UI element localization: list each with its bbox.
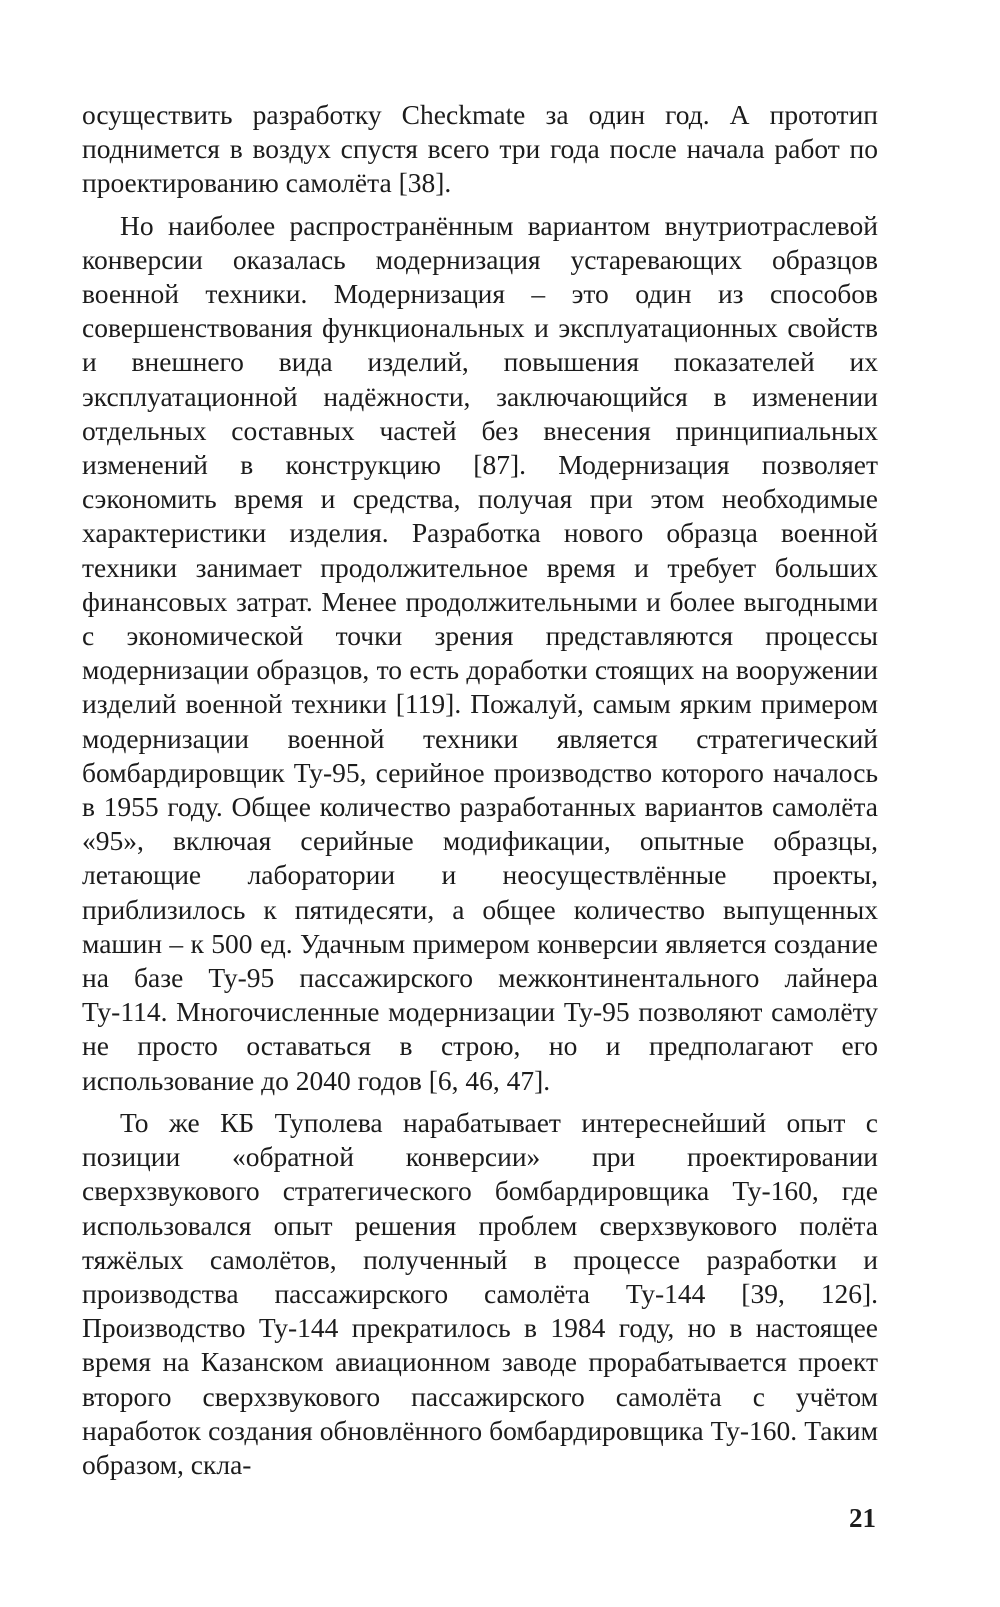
page-number: 21 xyxy=(849,1503,876,1533)
paragraph-3: То же КБ Туполева нарабатывает интереснейший опыт с позиции «обратной конверсии» при проектировании сверхзвукового стратегического бомбардировщика Ту-160, где использовался опыт решения проблем сверхзвукового полёта тяжёлых самолётов, полученный в процессе разработки и производства пассажирского самолёта Ту-144 [39, 126]. Производство Ту-144 прекратилось в 1984 году, но в настоящее время на Казанском авиационном заводе прорабатывается проект второго сверхзвукового пассажирского самолёта с учётом наработок создания обновлённого бомбардировщика Ту-160. Таким образом, скла- xyxy=(82,1106,878,1480)
paragraph-1: осуществить разработку Checkmate за один год. А прототип поднимется в воздух спустя всего три года после начала работ по проектированию самолёта [38]. xyxy=(82,99,878,199)
paragraph-2: Но наиболее распространённым вариантом внутриотраслевой конверсии оказалась модернизация устаревающих образцов военной техники. Модернизация – это один из способов совершенствования функциональных и эксплуатационных свойств и внешнего вида изделий, повышения показателей их эксплуатационной надёжности, заключающийся в изменении отдельных составных частей без внесения принципиальных изменений в конструкцию [87]. Модернизация позволяет сэкономить время и средства, получая при этом необходимые характеристики изделия. Разработка нового образца военной техники занимает продолжительное время и требует больших финансовых затрат. Менее продолжительными и более выгодными с экономической точки зрения представляются процессы модернизации образцов, то есть доработки стоящих на вооружении изделий военной техники [119]. Пожалуй, самым ярким примером модернизации военной техники является стратегический бомбардировщик Ту-95, серийное производство которого началось в 1955 году. Общее количество разработанных вариантов самолёта «95», включая серийные модификации, опытные образцы, летающие лаборатории и неосуществлённые проекты, приблизилось к пятидесяти, а общее количество выпущенных машин – к 500 ед. Удачным примером конверсии является создание на базе Ту-95 пассажирского межконтинентального лайнера Ту-114. Многочисленные модернизации Ту-95 позволяют самолёту не просто оставаться в строю, но и предполагают его использование до 2040 годов [6, 46, 47]. xyxy=(82,209,878,1096)
page-body xyxy=(82,98,878,1490)
